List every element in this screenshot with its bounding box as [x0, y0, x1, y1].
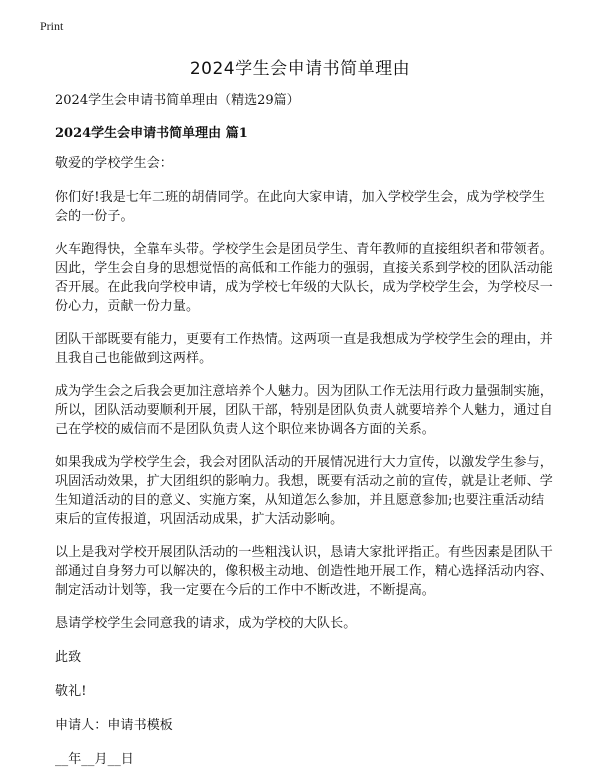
document-subtitle: 2024学生会申请书简单理由（精选29篇）	[55, 93, 300, 108]
applicant-line: 申请人：申请书模板	[55, 718, 173, 733]
paragraph-introduction: 你们好!我是七年二班的胡倩同学。在此向大家申请，加入学校学生会，成为学校学生会的一份子。	[55, 190, 546, 224]
paragraph-role: 火车跑得快，全靠车头带。学校学生会是团员学生、青年教师的直接组织者和带领者。因此，学生会自身的思想觉悟的高低和工作能力的强弱，直接关系到学校的团队活动能否开展。在此我向学校申请，成为学校七年级的大队长，成为学校学生会，为学校尽一份心力，贡献一份力量。	[55, 242, 553, 314]
date-line: __年__月__日	[55, 752, 134, 767]
document-body	[55, 92, 555, 784]
section-heading: 2024学生会申请书简单理由 篇1	[55, 126, 248, 141]
closing-cizhi: 此致	[55, 650, 82, 665]
salutation: 敬爱的学校学生会：	[55, 156, 173, 171]
paragraph-motivation: 团队干部既要有能力，更要有工作热情。这两项一直是我想成为学校学生会的理由，并且我自己也能做到这两样。	[55, 332, 553, 366]
print-link[interactable]: Print	[40, 19, 64, 33]
paragraph-conclusion: 以上是我对学校开展团队活动的一些粗浅认识，恳请大家批评指正。有些因素是团队干部通过自身努力可以解决的，像积极主动地、创造性地开展工作，精心选择活动内容、制定活动计划等，我一定要在今后的工作中不断改进，不断提高。	[55, 545, 553, 598]
document-title: 2024学生会申请书简单理由	[189, 59, 411, 79]
paragraph-charisma: 成为学生会之后我会更加注意培养个人魅力。因为团队工作无法用行政力量强制实施，所以，团队活动要顺利开展，团队干部，特别是团队负责人就要培养个人魅力，通过自己在学校的威信而不是团队负责人这个职位来协调各方面的关系。	[55, 384, 553, 437]
closing-jingli: 敬礼!	[55, 684, 87, 699]
paragraph-request: 恳请学校学生会同意我的请求，成为学校的大队长。	[55, 616, 357, 631]
paragraph-publicity: 如果我成为学校学生会，我会对团队活动的开展情况进行大力宣传，以激发学生参与，巩固活动效果，扩大团组织的影响力。我想，既要有活动之前的宣传，就是让老师、学生知道活动的目的意义、实施方案，从知道怎么参加，并且愿意参加;也要注重活动结束后的宣传报道，巩固活动成果，扩大活动影响。	[55, 455, 553, 527]
